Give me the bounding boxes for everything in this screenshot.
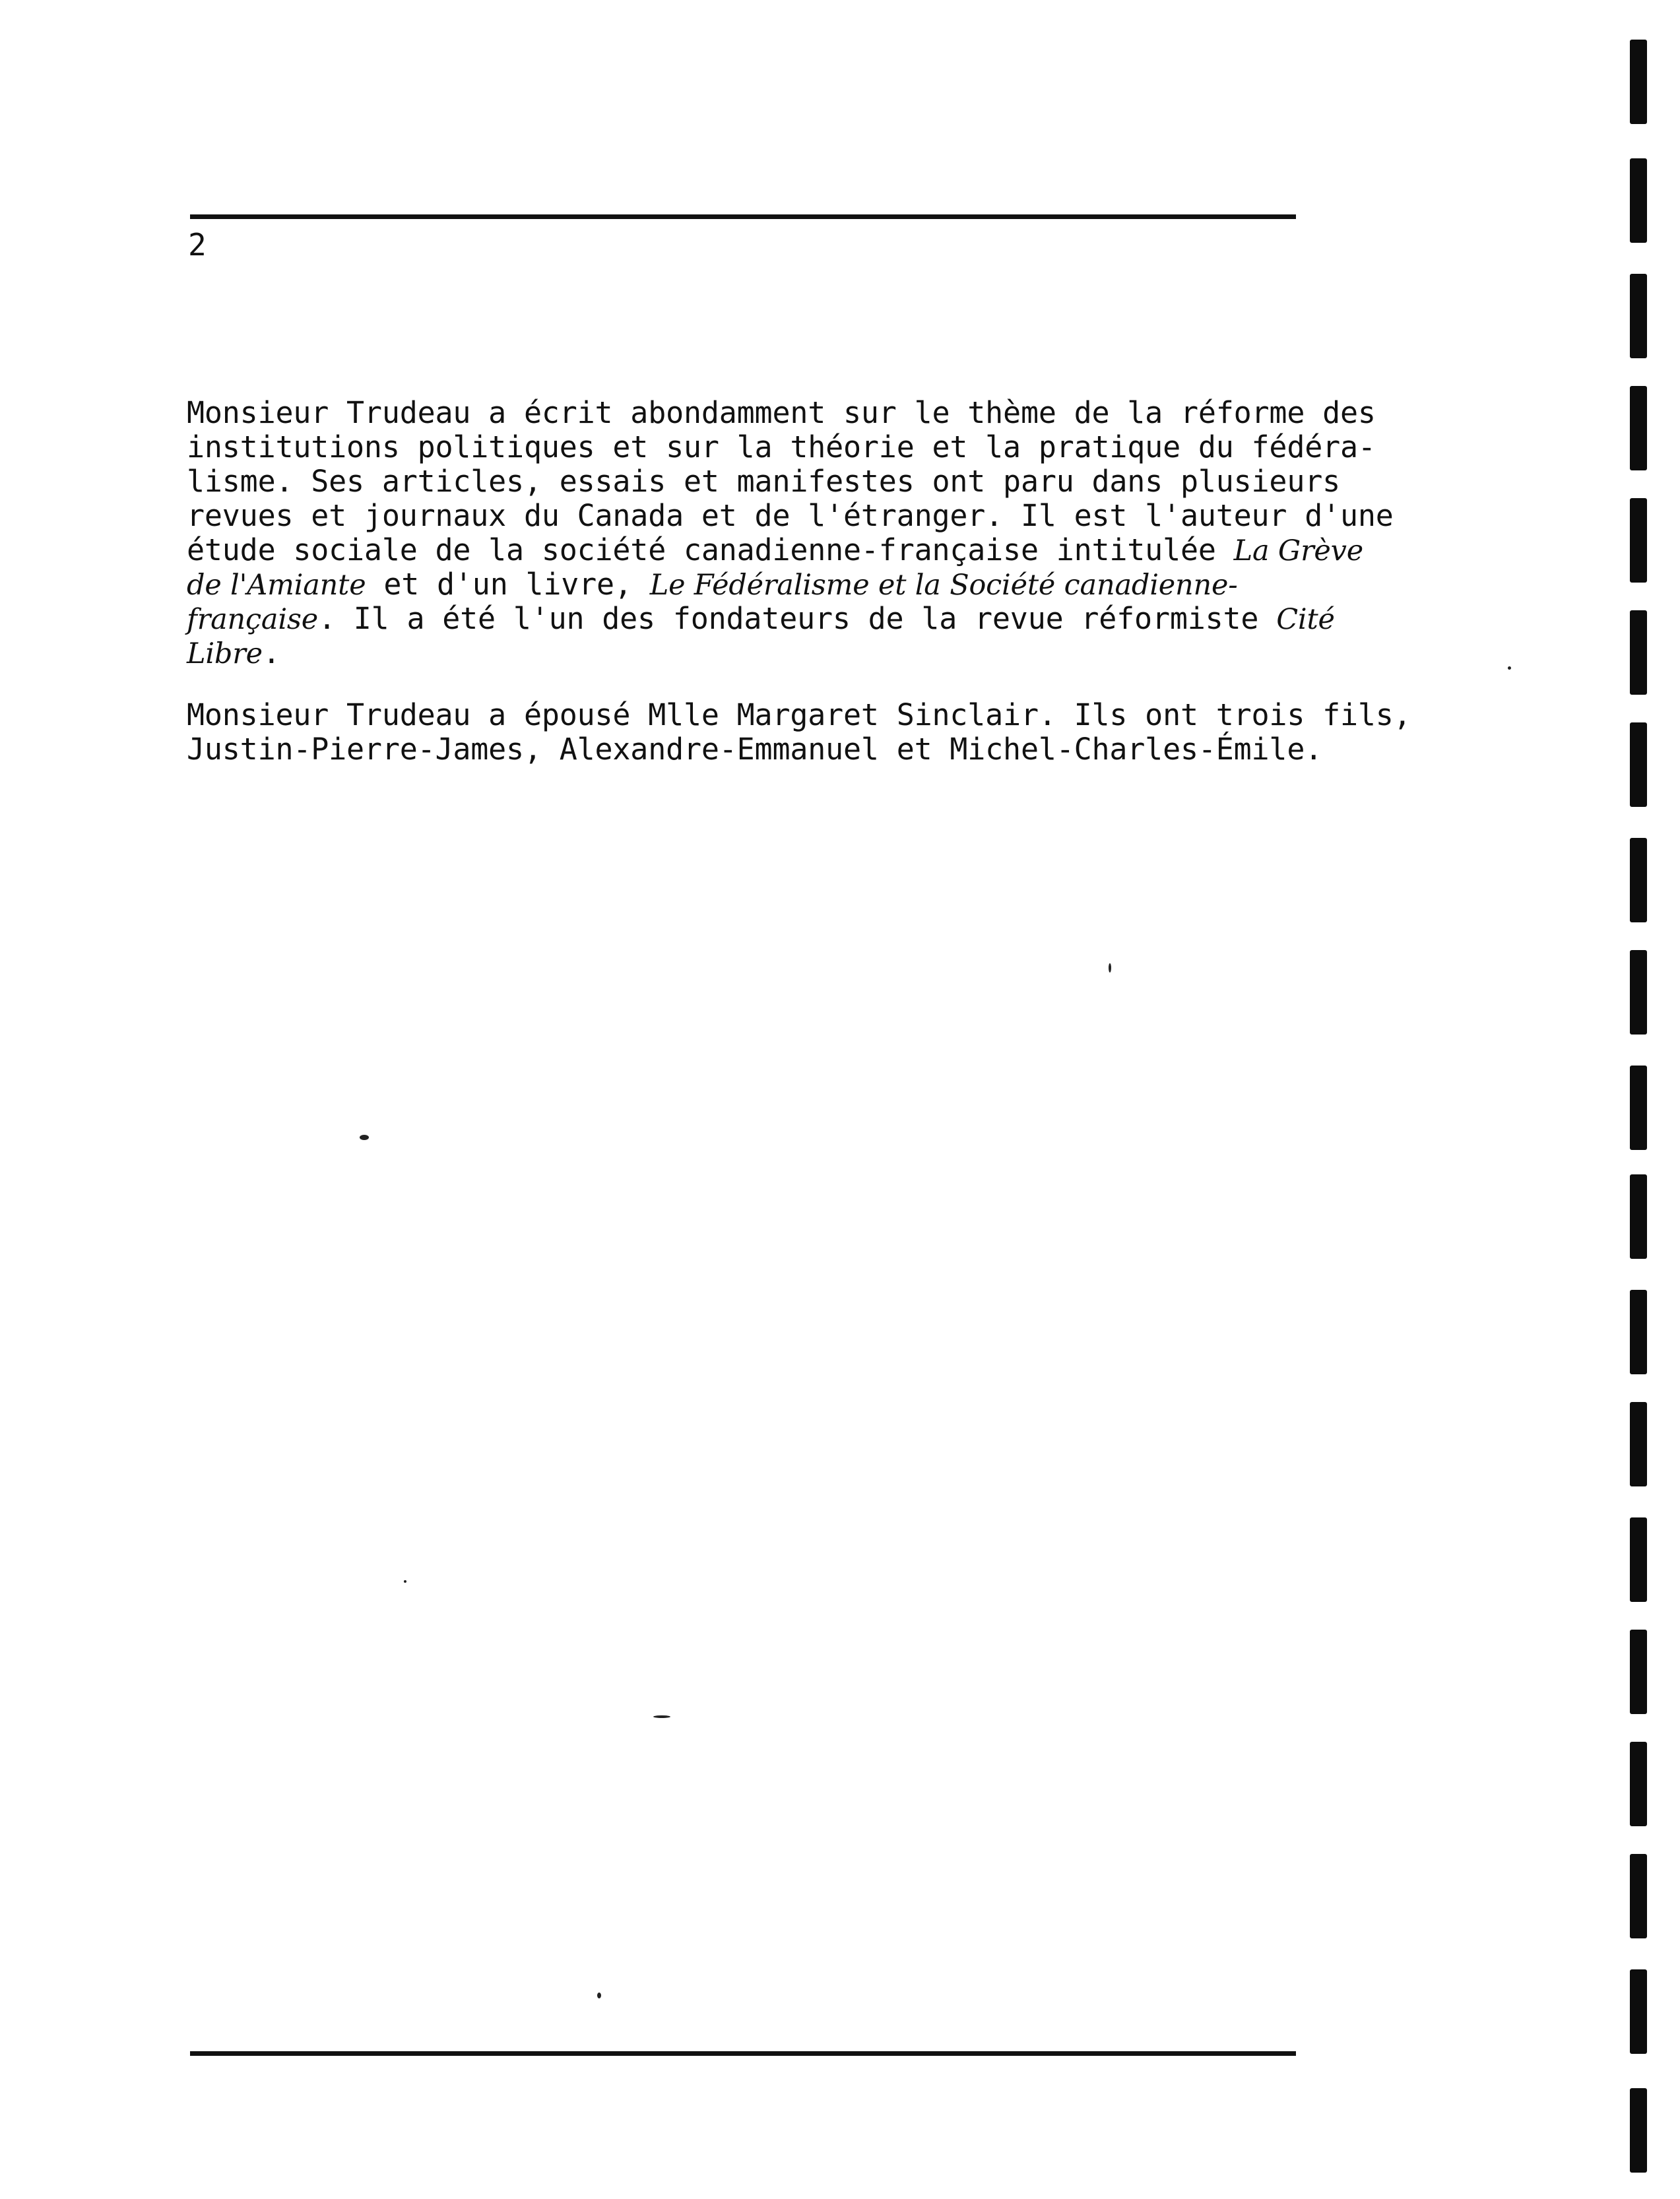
text-run: Justin-Pierre-James, Alexandre-Emmanuel et Michel-Charles-Émile. [187, 732, 1323, 767]
italic-title: La Grève [1233, 534, 1364, 567]
italic-title: Libre [187, 637, 263, 670]
text-run: revues et journaux du Canada et de l'étranger. Il est l'auteur d'une [187, 498, 1394, 533]
punch-mark [1630, 950, 1647, 1035]
text-run: et d'un livre, [366, 567, 650, 602]
italic-title: Le Fédéralisme et la Société canadienne- [649, 569, 1238, 602]
text-run: Monsieur Trudeau a épousé Mlle Margaret Sinclair. Ils ont trois fils, [187, 697, 1411, 732]
punch-mark [1630, 274, 1647, 358]
punch-mark [1630, 2088, 1647, 2173]
paragraph-biography [187, 395, 1394, 670]
italic-title: de l'Amiante [187, 569, 366, 602]
top-rule [190, 214, 1296, 219]
text-run: étude sociale de la société canadienne-française intitulée [187, 532, 1234, 567]
bottom-rule [190, 2051, 1296, 2056]
text-run: Monsieur Trudeau a écrit abondamment sur le thème de la réforme des [187, 395, 1376, 430]
scan-speck [360, 1135, 369, 1140]
punch-mark [1630, 1066, 1647, 1150]
punch-mark [1630, 386, 1647, 470]
text-line [187, 430, 1376, 464]
scan-speck [404, 1580, 406, 1583]
binding-punch-marks [1630, 0, 1663, 2199]
punch-mark [1630, 1742, 1647, 1826]
text-line [187, 732, 1348, 767]
text-run: . [262, 635, 280, 670]
text-line [187, 567, 1348, 602]
scan-speck [1109, 963, 1111, 972]
punch-mark [1630, 610, 1647, 695]
scan-speck [653, 1715, 670, 1718]
punch-mark [1630, 838, 1647, 922]
paragraph-family [187, 697, 1411, 767]
text-run: . Il a été l'un des fondateurs de la revue réformiste [318, 601, 1277, 636]
text-line [187, 602, 1348, 636]
text-line [187, 464, 1348, 499]
punch-mark [1630, 1854, 1647, 1938]
text-run: institutions politiques et sur la théorie et la pratique du fédéra- [187, 430, 1376, 464]
text-line [187, 395, 1376, 430]
italic-title: Cité [1276, 603, 1335, 636]
punch-mark [1630, 40, 1647, 124]
punch-mark [1630, 498, 1647, 583]
punch-mark [1630, 1290, 1647, 1374]
punch-mark [1630, 1969, 1647, 2054]
scan-speck [1508, 666, 1511, 670]
text-line [187, 498, 1394, 533]
text-line [187, 636, 1348, 670]
punch-mark [1630, 1402, 1647, 1486]
punch-mark [1630, 1517, 1647, 1602]
punch-mark [1630, 1174, 1647, 1259]
punch-mark [1630, 158, 1647, 243]
text-run: lisme. Ses articles, essais et manifestes ont paru dans plusieurs [187, 464, 1340, 499]
text-line [187, 532, 1364, 567]
page-number: 2 [188, 227, 207, 263]
italic-title: française [187, 603, 318, 636]
punch-mark [1630, 722, 1647, 807]
scan-speck [597, 1992, 601, 1998]
punch-mark [1630, 1630, 1647, 1714]
text-line [187, 697, 1411, 732]
